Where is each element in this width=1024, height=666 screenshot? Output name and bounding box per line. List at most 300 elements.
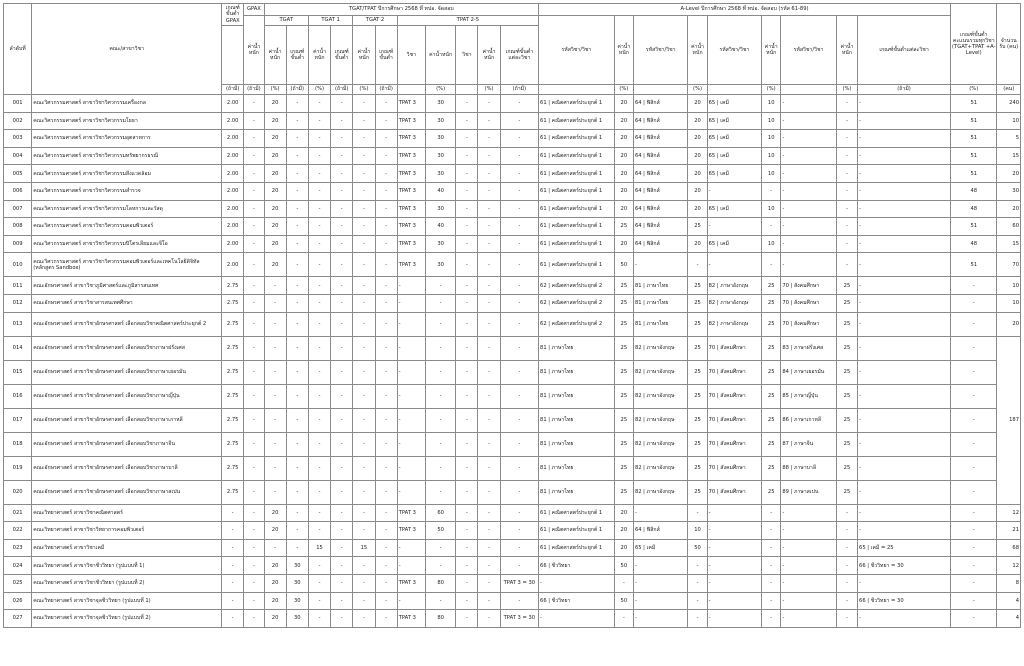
alevel3-subject: 70 | สังคมศึกษา bbox=[707, 384, 762, 408]
tgat-weight: 20 bbox=[264, 182, 286, 200]
table-row bbox=[4, 312, 1021, 336]
tgat-min: - bbox=[286, 277, 308, 295]
tpat-weight: - bbox=[425, 360, 455, 384]
tgat-min: 30 bbox=[286, 610, 308, 628]
tgat1-min: - bbox=[331, 432, 353, 456]
tgat-weight: 20 bbox=[264, 130, 286, 148]
alevel3-subject: 70 | สังคมศึกษา bbox=[707, 432, 762, 456]
tgat-min: - bbox=[286, 294, 308, 312]
alevel-min: - bbox=[858, 522, 951, 540]
faculty-name: คณะอักษรศาสตร์ สาขาวิชาอักษรศาสตร์ เลือกสอบวิชาภาษาฝรั่งเศส bbox=[32, 336, 222, 360]
quota: 20 bbox=[997, 200, 1021, 218]
alevel1-subject: 61 | คณิตศาสตร์ประยุกต์ 1 bbox=[539, 112, 615, 130]
min-gpax: 2.00 bbox=[222, 218, 244, 236]
alevel1-subject: 61 | คณิตศาสตร์ประยุกต์ 1 bbox=[539, 130, 615, 148]
alevel3-subject: 70 | สังคมศึกษา bbox=[707, 480, 762, 504]
unit-a2-w: (%) bbox=[688, 85, 707, 95]
alevel3-subject: 70 | สังคมศึกษา bbox=[707, 408, 762, 432]
alevel4-subject: 70 | สังคมศึกษา bbox=[781, 294, 837, 312]
alevel2-subject: 82 | ภาษาอังกฤษ bbox=[633, 360, 688, 384]
min-total: - bbox=[951, 504, 997, 522]
tpat-weight: 50 bbox=[425, 522, 455, 540]
faculty-name: คณะอักษรศาสตร์ สาขาวิชาอักษรศาสตร์ เลือกสอบวิชาภาษาสเปน bbox=[32, 480, 222, 504]
alevel1-weight: 25 bbox=[614, 360, 633, 384]
alevel3-weight: 25 bbox=[762, 336, 781, 360]
alevel4-subject: 70 | สังคมศึกษา bbox=[781, 277, 837, 295]
alevel1-weight: 25 bbox=[614, 456, 633, 480]
faculty-name: คณะวิทยาศาสตร์ สาขาวิชาวิทยาการคอมพิวเตอร์ bbox=[32, 522, 222, 540]
header-faculty: คณะ/สาขาวิชา bbox=[32, 4, 222, 95]
tgat2-weight: - bbox=[353, 480, 375, 504]
table-row bbox=[4, 294, 1021, 312]
alevel2-subject: - bbox=[633, 610, 688, 628]
row-number: 015 bbox=[4, 360, 32, 384]
gpax-weight: - bbox=[244, 384, 264, 408]
tpat-weight: - bbox=[425, 456, 455, 480]
tpat-weight: - bbox=[425, 336, 455, 360]
tgat2-min: - bbox=[375, 294, 397, 312]
alevel4-weight: 25 bbox=[836, 432, 857, 456]
table-row bbox=[4, 539, 1021, 557]
tpat-weight: 30 bbox=[425, 200, 455, 218]
tpat-weight: - bbox=[425, 592, 455, 610]
alevel4-subject: - bbox=[781, 504, 837, 522]
tgat2-weight: - bbox=[353, 95, 375, 113]
alevel2-subject: 64 | ฟิสิกส์ bbox=[633, 112, 688, 130]
gpax-weight: - bbox=[244, 432, 264, 456]
tgat-min: - bbox=[286, 504, 308, 522]
alevel2-weight: 25 bbox=[688, 336, 707, 360]
tpat-subject2: - bbox=[456, 312, 478, 336]
alevel3-weight: 25 bbox=[762, 360, 781, 384]
gpax-weight: - bbox=[244, 165, 264, 183]
min-gpax: 2.00 bbox=[222, 200, 244, 218]
tgat1-min: - bbox=[331, 336, 353, 360]
tgat1-weight: - bbox=[308, 522, 330, 540]
tgat-min: - bbox=[286, 336, 308, 360]
table-row bbox=[4, 277, 1021, 295]
alevel3-weight: - bbox=[762, 539, 781, 557]
tgat1-weight: - bbox=[308, 130, 330, 148]
quota: 70 bbox=[997, 253, 1021, 277]
tpat-weight: 30 bbox=[425, 165, 455, 183]
quota: 5 bbox=[997, 130, 1021, 148]
alevel4-subject: - bbox=[781, 147, 837, 165]
alevel2-weight: - bbox=[688, 592, 707, 610]
tgat1-weight: - bbox=[308, 574, 330, 592]
header-tgat1: TGAT 1 bbox=[308, 16, 352, 26]
alevel4-subject: - bbox=[781, 165, 837, 183]
alevel1-weight: 25 bbox=[614, 408, 633, 432]
alevel4-weight: - bbox=[836, 539, 857, 557]
header-mg-blank bbox=[222, 26, 244, 85]
faculty-name: คณะวิทยาศาสตร์ สาขาวิชาจุลชีววิทยา (รูปแบบที่ 1) bbox=[32, 592, 222, 610]
alevel-min: - bbox=[858, 336, 951, 360]
tgat2-min: - bbox=[375, 235, 397, 253]
min-total: - bbox=[951, 384, 997, 408]
gpax-weight: - bbox=[244, 294, 264, 312]
tgat-weight: - bbox=[264, 408, 286, 432]
tgat2-min: - bbox=[375, 592, 397, 610]
alevel4-subject: 88 | ภาษาบาลี bbox=[781, 456, 837, 480]
tpat-weight: 30 bbox=[425, 235, 455, 253]
min-gpax: 2.75 bbox=[222, 277, 244, 295]
tpat-subject: TPAT 3 bbox=[397, 504, 425, 522]
tgat1-weight: 15 bbox=[308, 539, 330, 557]
faculty-name: คณะอักษรศาสตร์ สาขาวิชาสารสนเทศศึกษา bbox=[32, 294, 222, 312]
tpat-weight2: - bbox=[478, 557, 500, 575]
row-number: 011 bbox=[4, 277, 32, 295]
alevel1-weight: 20 bbox=[614, 182, 633, 200]
tpat-subject2: - bbox=[456, 456, 478, 480]
gpax-weight: - bbox=[244, 235, 264, 253]
tpat-min: - bbox=[500, 235, 538, 253]
gpax-weight: - bbox=[244, 480, 264, 504]
min-gpax: - bbox=[222, 522, 244, 540]
alevel2-weight: 20 bbox=[688, 130, 707, 148]
alevel3-subject: 65 | เคมี bbox=[707, 112, 762, 130]
alevel1-subject: 62 | คณิตศาสตร์ประยุกต์ 2 bbox=[539, 294, 615, 312]
min-total: - bbox=[951, 574, 997, 592]
alevel3-weight: - bbox=[762, 504, 781, 522]
tpat-weight2: - bbox=[478, 504, 500, 522]
tgat1-min: - bbox=[331, 408, 353, 432]
tgat1-weight: - bbox=[308, 112, 330, 130]
unit-a1-s bbox=[539, 85, 615, 95]
tgat1-min: - bbox=[331, 165, 353, 183]
tgat-min: - bbox=[286, 130, 308, 148]
alevel1-subject: 61 | คณิตศาสตร์ประยุกต์ 1 bbox=[539, 147, 615, 165]
tgat1-weight: - bbox=[308, 480, 330, 504]
alevel3-subject: 70 | สังคมศึกษา bbox=[707, 360, 762, 384]
alevel-min: - bbox=[858, 130, 951, 148]
alevel2-weight: 20 bbox=[688, 147, 707, 165]
alevel-min: - bbox=[858, 112, 951, 130]
tgat2-weight: - bbox=[353, 504, 375, 522]
row-number: 026 bbox=[4, 592, 32, 610]
alevel1-subject: 61 | คณิตศาสตร์ประยุกต์ 1 bbox=[539, 522, 615, 540]
alevel3-weight: - bbox=[762, 218, 781, 236]
tgat2-weight: - bbox=[353, 182, 375, 200]
alevel4-weight: - bbox=[836, 182, 857, 200]
faculty-name: คณะวิทยาศาสตร์ สาขาวิชาชีววิทยา (รูปแบบที่ 2) bbox=[32, 574, 222, 592]
alevel4-weight: - bbox=[836, 130, 857, 148]
gpax-weight: - bbox=[244, 522, 264, 540]
alevel3-weight: 10 bbox=[762, 165, 781, 183]
alevel1-weight: - bbox=[614, 610, 633, 628]
tgat-min: - bbox=[286, 253, 308, 277]
tgat-weight: - bbox=[264, 539, 286, 557]
min-total: - bbox=[951, 312, 997, 336]
alevel2-weight: 25 bbox=[688, 360, 707, 384]
tgat-min: - bbox=[286, 432, 308, 456]
gpax-weight: - bbox=[244, 182, 264, 200]
alevel3-subject: 65 | เคมี bbox=[707, 147, 762, 165]
min-total: 51 bbox=[951, 130, 997, 148]
alevel4-weight: - bbox=[836, 165, 857, 183]
header-tpat-weight: ค่าน้ำหนัก bbox=[425, 26, 455, 85]
faculty-name: คณะวิศวกรรมศาสตร์ สาขาวิชาวิศวกรรมคอมพิวเตอร์และเทคโนโลยีดิจิทัล (หลักสูตร Sandbox) bbox=[32, 253, 222, 277]
gpax-weight: - bbox=[244, 610, 264, 628]
alevel3-subject: - bbox=[707, 504, 762, 522]
alevel3-subject: 65 | เคมี bbox=[707, 130, 762, 148]
quota: 240 bbox=[997, 95, 1021, 113]
min-gpax: - bbox=[222, 610, 244, 628]
alevel1-weight: 50 bbox=[614, 592, 633, 610]
min-gpax: 2.75 bbox=[222, 480, 244, 504]
alevel1-weight: 25 bbox=[614, 294, 633, 312]
tpat-subject: - bbox=[397, 312, 425, 336]
tpat-min: - bbox=[500, 294, 538, 312]
alevel2-subject: 82 | ภาษาอังกฤษ bbox=[633, 480, 688, 504]
tgat2-min: - bbox=[375, 480, 397, 504]
min-total: - bbox=[951, 456, 997, 480]
tpat-subject: - bbox=[397, 592, 425, 610]
alevel2-subject: - bbox=[633, 592, 688, 610]
alevel3-subject: 70 | สังคมศึกษา bbox=[707, 336, 762, 360]
tgat2-min: - bbox=[375, 539, 397, 557]
alevel3-weight: 10 bbox=[762, 235, 781, 253]
tpat-weight: 60 bbox=[425, 504, 455, 522]
quota: 12 bbox=[997, 504, 1021, 522]
alevel1-subject: 81 | ภาษาไทย bbox=[539, 336, 615, 360]
min-gpax: - bbox=[222, 539, 244, 557]
tpat-subject: - bbox=[397, 539, 425, 557]
tpat-weight: - bbox=[425, 539, 455, 557]
min-gpax: 2.00 bbox=[222, 165, 244, 183]
tgat2-min: - bbox=[375, 200, 397, 218]
alevel2-weight: - bbox=[688, 557, 707, 575]
row-number: 005 bbox=[4, 165, 32, 183]
tgat2-min: - bbox=[375, 336, 397, 360]
tpat-min: - bbox=[500, 557, 538, 575]
alevel4-weight: 25 bbox=[836, 480, 857, 504]
gpax-weight: - bbox=[244, 456, 264, 480]
tgat-weight: 20 bbox=[264, 253, 286, 277]
alevel3-subject: 65 | เคมี bbox=[707, 200, 762, 218]
row-number: 018 bbox=[4, 432, 32, 456]
tpat-weight: 30 bbox=[425, 253, 455, 277]
tgat1-weight: - bbox=[308, 456, 330, 480]
tgat2-min: - bbox=[375, 456, 397, 480]
min-gpax: 2.75 bbox=[222, 408, 244, 432]
alevel-min: - bbox=[858, 182, 951, 200]
header-a4-subject: รหัสวิชา/วิชา bbox=[781, 16, 837, 85]
alevel1-weight: 25 bbox=[614, 480, 633, 504]
alevel2-subject: 64 | ฟิสิกส์ bbox=[633, 147, 688, 165]
tgat2-min: - bbox=[375, 112, 397, 130]
row-number: 016 bbox=[4, 384, 32, 408]
alevel1-subject: 61 | คณิตศาสตร์ประยุกต์ 1 bbox=[539, 539, 615, 557]
tgat1-min: - bbox=[331, 312, 353, 336]
tgat-min: - bbox=[286, 182, 308, 200]
tgat1-weight: - bbox=[308, 408, 330, 432]
alevel1-subject: 62 | คณิตศาสตร์ประยุกต์ 2 bbox=[539, 277, 615, 295]
unit-tgat2-m: (ถ้ามี) bbox=[375, 85, 397, 95]
tpat-weight: - bbox=[425, 312, 455, 336]
alevel3-weight: - bbox=[762, 182, 781, 200]
header-a3-weight: ค่าน้ำหนัก bbox=[762, 16, 781, 85]
tgat1-weight: - bbox=[308, 336, 330, 360]
tgat2-weight: - bbox=[353, 336, 375, 360]
tpat-min: - bbox=[500, 480, 538, 504]
min-total: 51 bbox=[951, 112, 997, 130]
unit-quota: (คน) bbox=[997, 85, 1021, 95]
alevel1-weight: 50 bbox=[614, 557, 633, 575]
table-row bbox=[4, 130, 1021, 148]
tpat-weight: 40 bbox=[425, 182, 455, 200]
tgat2-weight: - bbox=[353, 312, 375, 336]
tgat-min: 30 bbox=[286, 574, 308, 592]
tgat2-weight: - bbox=[353, 200, 375, 218]
quota: 15 bbox=[997, 235, 1021, 253]
alevel2-weight: 25 bbox=[688, 294, 707, 312]
header-gpax: GPAX bbox=[244, 4, 264, 16]
min-total: - bbox=[951, 294, 997, 312]
alevel4-subject: - bbox=[781, 522, 837, 540]
alevel2-subject: 82 | ภาษาอังกฤษ bbox=[633, 456, 688, 480]
unit-a-min: (ถ้ามี) bbox=[858, 85, 951, 95]
tpat-weight2: - bbox=[478, 360, 500, 384]
tgat-weight: 20 bbox=[264, 165, 286, 183]
unit-mg: (ถ้ามี) bbox=[222, 85, 244, 95]
faculty-name: คณะวิทยาศาสตร์ สาขาวิชาเคมี bbox=[32, 539, 222, 557]
faculty-name: คณะวิศวกรรมศาสตร์ สาขาวิชาวิศวกรรมทรัพยากรธรณี bbox=[32, 147, 222, 165]
tgat2-min: - bbox=[375, 182, 397, 200]
tgat1-weight: - bbox=[308, 253, 330, 277]
alevel4-subject: - bbox=[781, 253, 837, 277]
alevel3-subject: 65 | เคมี bbox=[707, 95, 762, 113]
alevel3-weight: 25 bbox=[762, 432, 781, 456]
tgat-weight: 20 bbox=[264, 200, 286, 218]
header-tgat: TGAT bbox=[264, 16, 308, 26]
alevel4-subject: - bbox=[781, 235, 837, 253]
quota-merged: 187 bbox=[997, 336, 1021, 504]
min-gpax: 2.00 bbox=[222, 235, 244, 253]
gpax-weight: - bbox=[244, 360, 264, 384]
alevel4-subject: - bbox=[781, 557, 837, 575]
tgat1-weight: - bbox=[308, 277, 330, 295]
tpat-weight2: - bbox=[478, 456, 500, 480]
tpat-subject: TPAT 3 bbox=[397, 112, 425, 130]
faculty-name: คณะอักษรศาสตร์ สาขาวิชาอักษรศาสตร์ เลือกสอบวิชาภาษาเยอรมัน bbox=[32, 360, 222, 384]
row-number: 022 bbox=[4, 522, 32, 540]
alevel2-subject: 82 | ภาษาอังกฤษ bbox=[633, 384, 688, 408]
faculty-name: คณะอักษรศาสตร์ สาขาวิชาอักษรศาสตร์ เลือกสอบวิชาภาษาบาลี bbox=[32, 456, 222, 480]
quota: 20 bbox=[997, 165, 1021, 183]
alevel2-weight: 25 bbox=[688, 408, 707, 432]
alevel4-weight: - bbox=[836, 95, 857, 113]
alevel2-weight: 25 bbox=[688, 277, 707, 295]
alevel1-subject: 61 | คณิตศาสตร์ประยุกต์ 1 bbox=[539, 182, 615, 200]
tpat-weight: 80 bbox=[425, 610, 455, 628]
alevel4-weight: - bbox=[836, 592, 857, 610]
alevel1-weight: 25 bbox=[614, 336, 633, 360]
tgat-weight: 20 bbox=[264, 112, 286, 130]
alevel3-weight: 10 bbox=[762, 200, 781, 218]
tgat2-min: - bbox=[375, 360, 397, 384]
tpat-subject2: - bbox=[456, 610, 478, 628]
tpat-min: - bbox=[500, 277, 538, 295]
alevel-min: - bbox=[858, 610, 951, 628]
header-a-min: เกณฑ์ขั้นต่ำแต่ละวิชา bbox=[858, 16, 951, 85]
tpat-subject: - bbox=[397, 480, 425, 504]
alevel-min: - bbox=[858, 253, 951, 277]
alevel4-weight: - bbox=[836, 147, 857, 165]
tgat2-min: - bbox=[375, 384, 397, 408]
alevel-min: 65 | เคมี = 25 bbox=[858, 539, 951, 557]
min-gpax: 2.75 bbox=[222, 384, 244, 408]
tgat2-min: - bbox=[375, 432, 397, 456]
alevel2-weight: - bbox=[688, 574, 707, 592]
alevel-min: 66 | ชีววิทยา = 30 bbox=[858, 592, 951, 610]
tpat-subject: - bbox=[397, 277, 425, 295]
alevel1-subject: - bbox=[539, 574, 615, 592]
alevel-min: - bbox=[858, 456, 951, 480]
header-tgat2-min: เกณฑ์ขั้นต่ำ bbox=[375, 26, 397, 85]
tgat-min: - bbox=[286, 360, 308, 384]
alevel3-weight: 25 bbox=[762, 312, 781, 336]
tpat-subject2: - bbox=[456, 218, 478, 236]
tgat1-weight: - bbox=[308, 610, 330, 628]
alevel3-weight: - bbox=[762, 522, 781, 540]
unit-tpat-s bbox=[397, 85, 425, 95]
alevel3-weight: 10 bbox=[762, 130, 781, 148]
alevel2-subject: - bbox=[633, 504, 688, 522]
tgat1-weight: - bbox=[308, 557, 330, 575]
tgat1-min: - bbox=[331, 147, 353, 165]
quota: 21 bbox=[997, 522, 1021, 540]
alevel3-subject: 65 | เคมี bbox=[707, 235, 762, 253]
alevel2-subject: 64 | ฟิสิกส์ bbox=[633, 218, 688, 236]
tgat2-weight: - bbox=[353, 165, 375, 183]
tgat-min: 30 bbox=[286, 592, 308, 610]
unit-a4-s bbox=[781, 85, 837, 95]
tgat2-weight: - bbox=[353, 384, 375, 408]
tpat-subject2: - bbox=[456, 360, 478, 384]
tgat2-min: - bbox=[375, 130, 397, 148]
alevel4-subject: 83 | ภาษาฝรั่งเศส bbox=[781, 336, 837, 360]
table-row bbox=[4, 112, 1021, 130]
alevel3-weight: 25 bbox=[762, 408, 781, 432]
header-tgat-weight: ค่าน้ำหนัก bbox=[264, 26, 286, 85]
min-gpax: 2.75 bbox=[222, 456, 244, 480]
header-tpat-weight2: ค่าน้ำหนัก bbox=[478, 26, 500, 85]
alevel4-weight: 25 bbox=[836, 360, 857, 384]
tgat1-min: - bbox=[331, 456, 353, 480]
tpat-weight2: - bbox=[478, 218, 500, 236]
tpat-weight: - bbox=[425, 384, 455, 408]
alevel4-weight: 25 bbox=[836, 384, 857, 408]
min-gpax: 2.00 bbox=[222, 147, 244, 165]
row-number: 009 bbox=[4, 235, 32, 253]
tpat-weight2: - bbox=[478, 336, 500, 360]
tgat-weight: 20 bbox=[264, 218, 286, 236]
alevel-min: - bbox=[858, 384, 951, 408]
tgat2-min: - bbox=[375, 557, 397, 575]
tpat-subject2: - bbox=[456, 384, 478, 408]
alevel2-weight: 25 bbox=[688, 312, 707, 336]
faculty-name: คณะวิศวกรรมศาสตร์ สาขาวิชาวิศวกรรมโยธา bbox=[32, 112, 222, 130]
tpat-subject2: - bbox=[456, 235, 478, 253]
alevel1-weight: 20 bbox=[614, 95, 633, 113]
min-total: - bbox=[951, 360, 997, 384]
header-tpat-min: เกณฑ์ขั้นต่ำแต่ละวิชา bbox=[500, 26, 538, 85]
alevel1-subject: 61 | คณิตศาสตร์ประยุกต์ 1 bbox=[539, 253, 615, 277]
tpat-weight2: - bbox=[478, 277, 500, 295]
alevel1-weight: 20 bbox=[614, 200, 633, 218]
tgat2-weight: - bbox=[353, 294, 375, 312]
